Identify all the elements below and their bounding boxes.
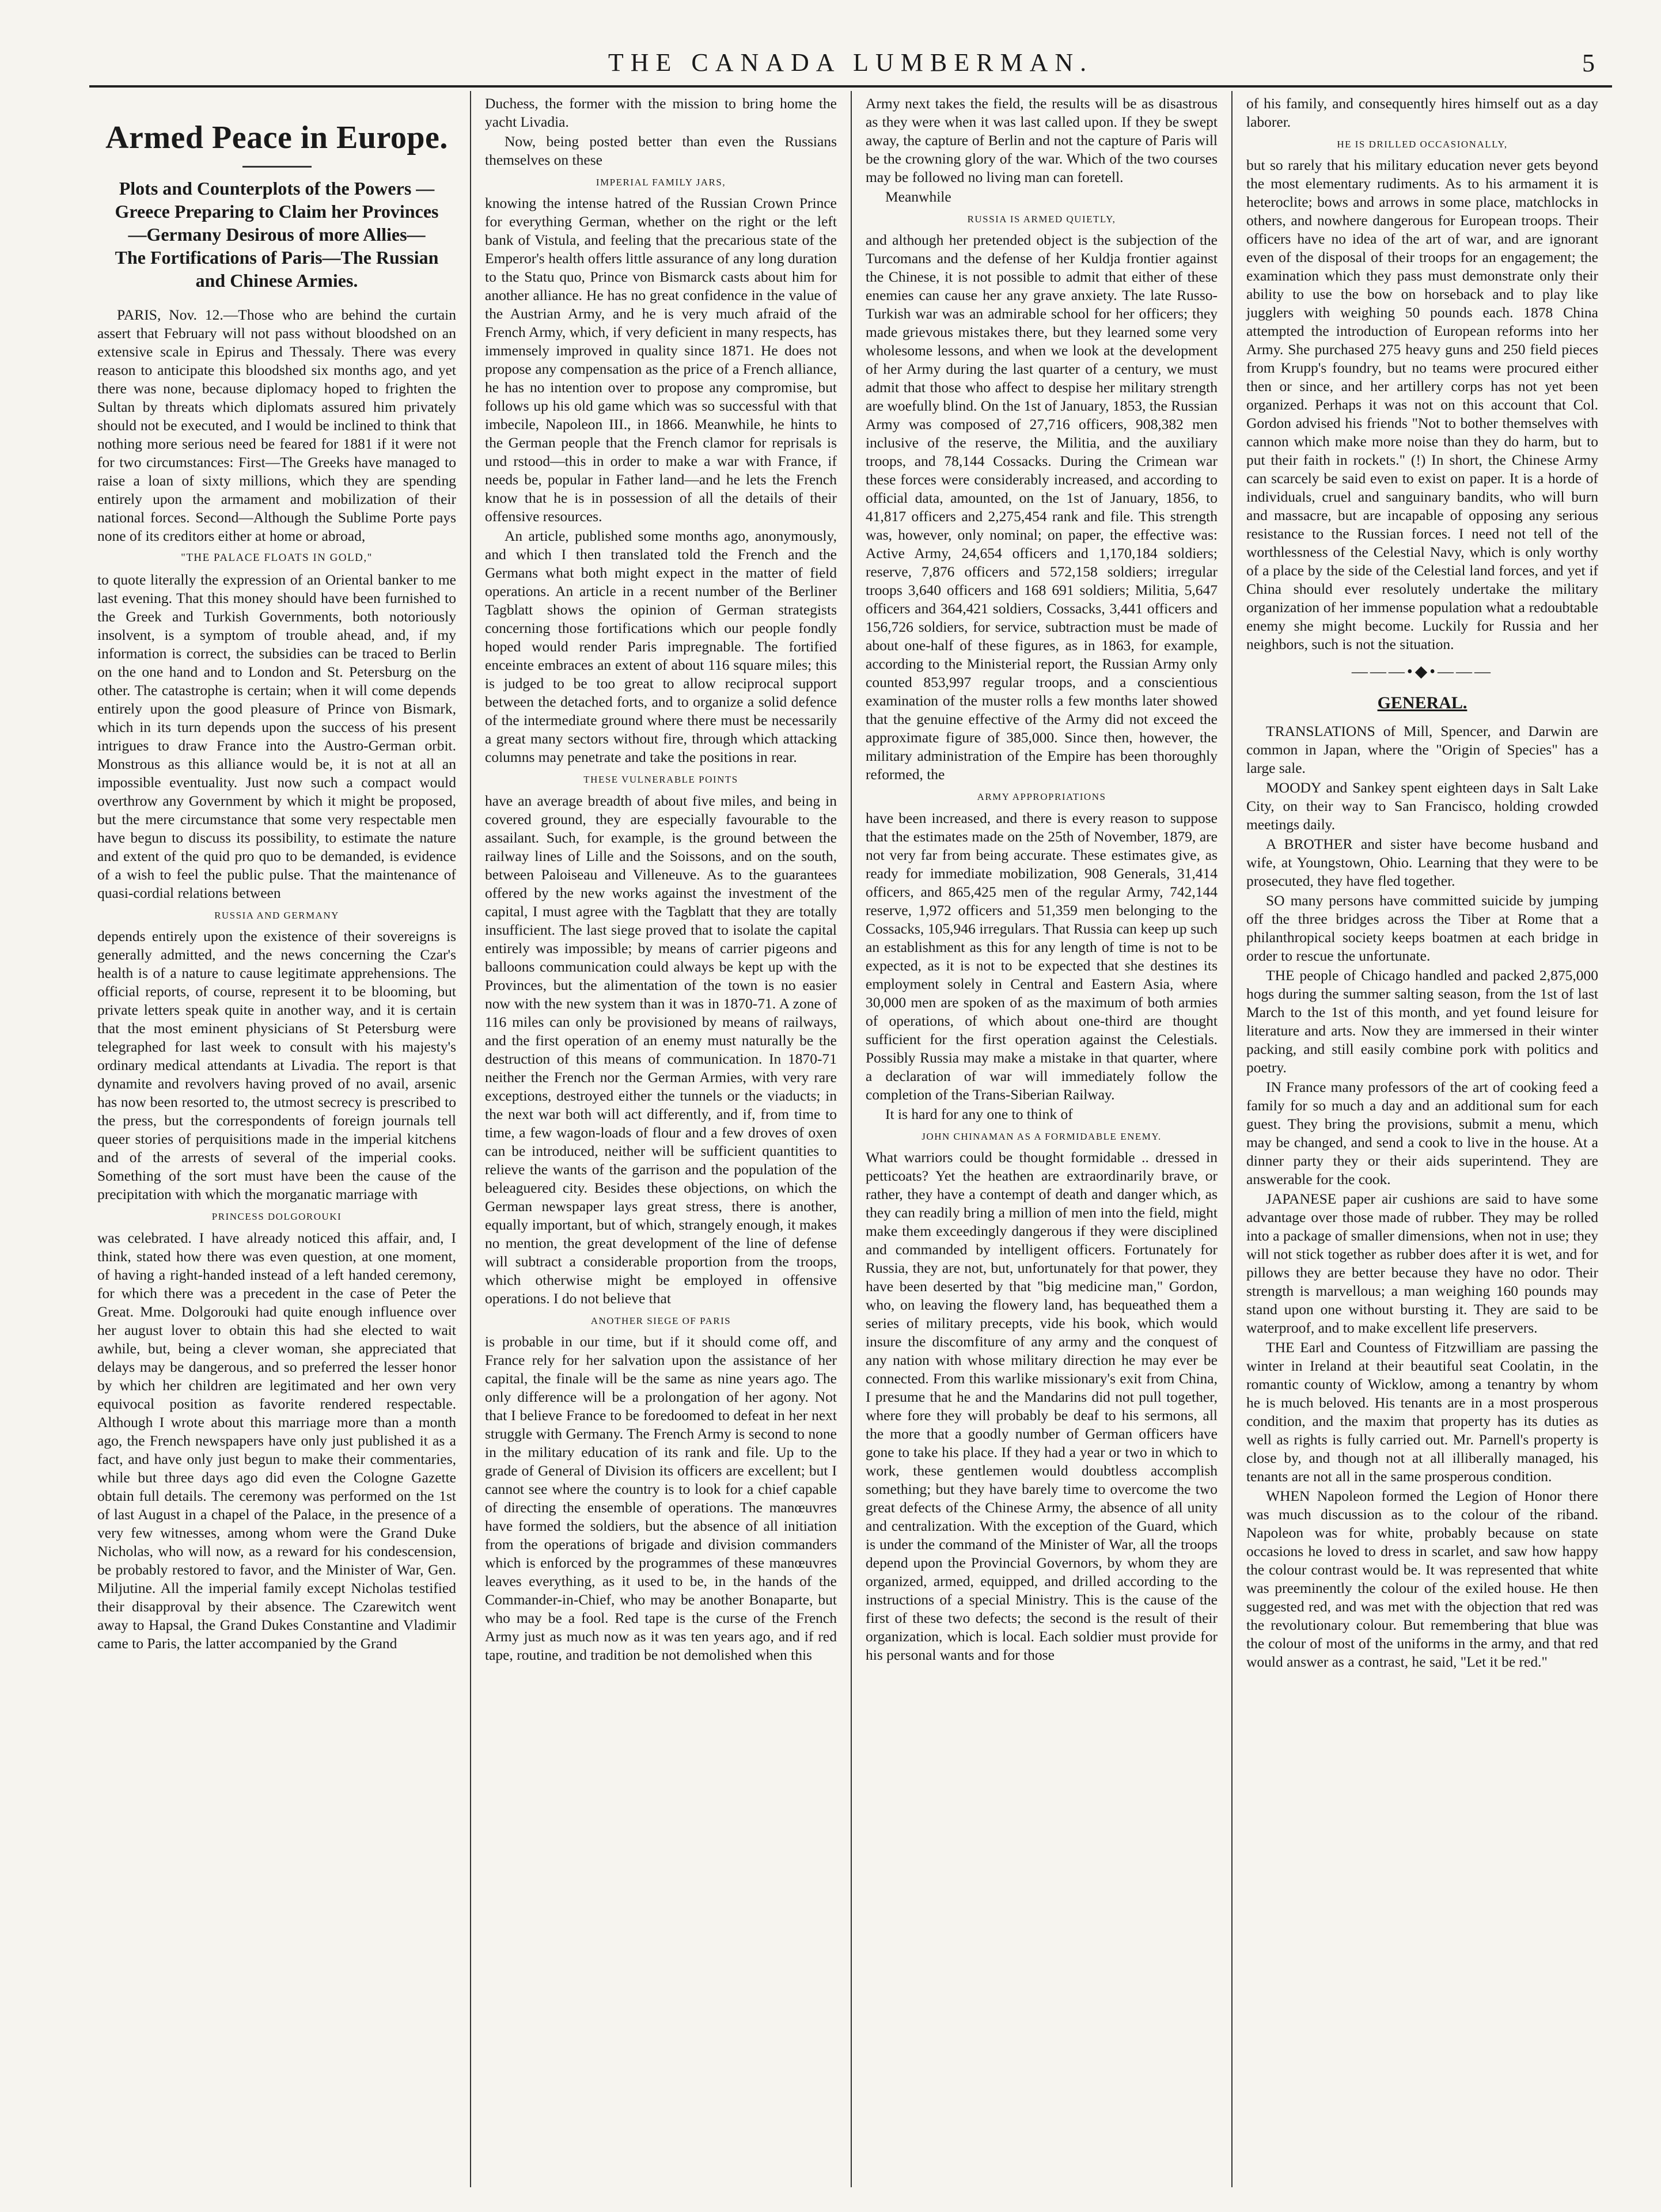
paragraph: PARIS, Nov. 12.—Those who are behind the curtain assert that February will not pass without bloodshed on an extensive scale in Epirus and Thessaly. There was every reason to anticipate this bloodshed six months ago, and yet there was none, because diplomacy hoped to frighten the Sultan by threats which diplomats assured him privately should not be executed, and I would be inclined to think that nothing more serious need be feared for 1881 if it were not for two circumstances: First—The Greeks have managed to raise a loan of sixty millions, which they are spending entirely upon the armament and mobilization of their national forces. Second—Although the Sublime Porte pays none of its creditors either at home or abroad, <box>97 306 456 545</box>
subheadline: Plots and Counterplots of the Powers —Greece Preparing to Claim her Provinces—Germany Desirous of more Allies—The Fortifications of Paris—The Russian and Chinese Armies. <box>115 178 439 291</box>
paragraph: but so rarely that his military education never gets beyond the most elementary rudiments. As to his armament it is heteroclite; bows and arrows in some place, matchlocks in others, and nowhere dangerous for European troops. Their officers have no idea of the art of war, and are ignorant even of the disposal of their troops for an engagement; the examination which they pass must demonstrate only their ability to use the bow on horseback and to play like jugglers with weighing 50 pounds each. 1878 China attempted the introduction of European reforms into her Army. She purchased 275 heavy guns and 250 field pieces from Krupp's foundry, but no teams were procured either then or since, and her artillery corps has not yet been organized. Perhaps it was not on this account that Col. Gordon advised his friends "Not to bother themselves with cannon which make more noise than they do harm, but to put their faith in rockets." (!) In short, the Chinese Army can scarcely be said even to exist on paper. It is a horde of individuals, cruel and sanguinary bandits, who will burn and massacre, but are incapable of opposing any serious resistance to the Russian forces. I need not tell of the worthlessness of the Celestial Navy, which is only worthy of a place by the side of the Celestial land forces, and yet if China should ever resolutely undertake the military organization of her immense population what a redoubtable enemy she might become. Luckily for Russia and her neighbors, such is not the situation. <box>1246 157 1598 653</box>
paragraph: Duchess, the former with the mission to bring home the yacht Livadia. <box>485 95 837 130</box>
paragraph: is probable in our time, but if it should come off, and France rely for her salvation upon the assistance of her capital, the finale will be the same as nine years ago. The only difference will be a prolongation of her agony. Not that I believe France to be foredoomed to defeat in her next struggle with Germany. The French Army is second to none in the military education of its rank and file. Up to the grade of General of Division its officers are excellent; but I cannot see where the country is to look for a chief capable of directing the ensemble of operations. The manœuvres have formed the soldiers, but the absence of all initiation from the operations of brigade and division commanders which is enforced by the programmes of these manœuvres leaves everything, as it used to be, in the hands of the Commander-in-Chief, who may be another Bonaparte, but who may be a fool. Red tape is the curse of the French Army just as much now as it was ten years ago, and if red tape, routine, and tradition be not demolished when this <box>485 1333 837 1663</box>
news-item: MOODY and Sankey spent eighteen days in Salt Lake City, on their way to San Francisco, holding crowded meetings daily. <box>1246 779 1598 833</box>
section-heading: "THE PALACE FLOATS IN GOLD," <box>181 552 373 564</box>
section-heading: RUSSIA AND GERMANY <box>214 910 339 921</box>
news-item: IN France many professors of the art of cooking feed a family for so much a day and an additional sum for each guest. They bring the provisions, submit a menu, which may be changed, and send a cook to live in the house. At a dinner party they or their aids superintend. They are answerable for the cook. <box>1246 1079 1598 1188</box>
paragraph: of his family, and consequently hires himself out as a day laborer. <box>1246 95 1598 130</box>
column-1 <box>89 91 470 2187</box>
column-4 <box>1231 91 1612 2187</box>
column-2 <box>470 91 851 2187</box>
column-3 <box>851 91 1231 2187</box>
news-item: THE Earl and Countess of Fitzwilliam are passing the winter in Ireland at their beautiful seat Coolatin, in the romantic county of Wicklow, among a tenantry by whom he is much beloved. His tenants are in a most prosperous condition, and the maxim that property has its duties as well as rights is fully carried out. Mr. Parnell's property is close by, and though not at all illiberally managed, his tenants are not all in the same prosperous condition. <box>1246 1339 1598 1485</box>
section-heading: PRINCESS DOLGOROUKI <box>211 1211 342 1223</box>
section-heading: JOHN CHINAMAN AS A FORMIDABLE ENEMY. <box>921 1130 1162 1142</box>
news-item: TRANSLATIONS of Mill, Spencer, and Darwin are common in Japan, where the "Origin of Species" has a large sale. <box>1246 723 1598 777</box>
news-item: WHEN Napoleon formed the Legion of Honor there was much discussion as to the colour of the riband. Napoleon was for white, probably because on state occasions he loved to dress in scarlet, and saw how happy the colour contrast would be. It was represented that white was preeminently the colour of the exiled house. He then suggested red, and was met with the objection that red was the revolutionary colour. But remembering that blue was the colour of most of the uniforms in the army, and that red would answer as a contrast, he said, "Let it be red." <box>1246 1488 1598 1671</box>
section-heading: THESE VULNERABLE POINTS <box>583 774 738 786</box>
paragraph: An article, published some months ago, anonymously, and which I then translated told the French and the Germans what both might expect in the matter of field operations. An article in a recent number of the Berliner Tagblatt shows the opinion of German strategists concerning those fortifications which our people fondly hoped would render Paris impregnable. The fortified enceinte embraces an extent of about 116 square miles; this is judged to be too great to allow reciprocal support between the detached forts, and to organize a solid defence of the intermediate ground where there must be necessarily a great many sectors without fire, through which attacking columns may penetrate and take the positions in rear. <box>485 528 837 766</box>
page-number: 5 <box>1582 49 1595 77</box>
general-heading: GENERAL. <box>1377 693 1467 713</box>
columns <box>89 91 1612 2187</box>
paragraph: What warriors could be thought formidable .. dressed in petticoats? Yet the heathen are extraordinarily brave, or rather, they have a contempt of death and danger which, as they can readily bring a million of men into the field, might make them exceedingly dangerous if they were disciplined and commanded by intelligent officers. Fortunately for Russia, they are not, but, unfortunately for that power, they have been deserted by that "big medicine man," Gordon, who, on leaving the flowery land, has bequeathed them a series of military precepts, vide his book, which would insure the discomfiture of any army and the conquest of any nation with whose military direction he may ever be connected. From this warlike missionary's exit from China, I presume that he and the Mandarins did not pull together, where fore they will probably be deaf to his sermons, all the more that a goodly number of German officers have gone to take his place. If they had a year or two in which to work, these gentlemen would doubtless accomplish something; but they have barely time to overcome the two great defects of the Chinese Army, the absence of all unity and centralization. With the exception of the Guard, which is under the command of the Minister of War, all the troops depend upon the Provincial Governors, by whom they are organized, armed, equipped, and drilled according to the instructions of a special Ministry. This is the cause of the first of these two defects; the second is the result of their organization, which is local. Each soldier must provide for his personal wants and for those <box>866 1148 1218 1663</box>
paragraph: have an average breadth of about five miles, and being in covered ground, they are especially favourable to the assailant. Such, for example, is the ground between the railway lines of Lille and the Soissons, and on the south, between Paloiseau and Villeneuve. As to the guarantees offered by the new works against the investment of the capital, I must agree with the Tagblatt that they are totally insufficient. The last siege proved that to isolate the capital entirely was impossible; by means of carrier pigeons and balloons communication could always be kept up with the Provinces, but the alimentation of the town is no easier now with the new system than it was in 1870-71. A zone of 116 miles can only be provisioned by means of railways, and the first operation of an enemy must naturally be the destruction of this means of communication. In 1870-71 neither the French nor the German Armies, with very rare exceptions, destroyed either the tunnels or the viaducts; in the next war both will act differently, and if, from time to time, a few wagon-loads of flour and a few droves of oxen can be introduced, neither will be sufficient quantities to relieve the wants of the garrison and the population of the beleaguered city. Besides these objections, on which the German newspaper lays great stress, there is another, equally important, but of which, strangely enough, it makes no mention, the great development of the line of defense will subtract a considerable proportion from the troops, which otherwise might be employed in offensive operations. I do not believe that <box>485 792 837 1307</box>
section-heading: IMPERIAL FAMILY JARS, <box>596 177 726 188</box>
paragraph: Meanwhile <box>885 188 951 205</box>
section-heading: HE IS DRILLED OCCASIONALLY, <box>1337 139 1508 150</box>
paragraph: Army next takes the field, the results will be as disastrous as they were when it was last called upon. If they be swept away, the capture of Berlin and not the capture of Paris will be the crowning glory of the war. Which of the two courses may be followed no living man can foretell. <box>866 95 1218 185</box>
paragraph: have been increased, and there is every reason to suppose that the estimates made on the 25th of November, 1879, are not very far from being accurate. These estimates give, as ready for immediate mobilization, 908 Generals, 31,414 officers, and 865,425 men of the regular Army, 742,144 reserve, 1,972 officers and 51,359 men belonging to the Cossacks, 105,946 irregulars. That Russia can keep up such an establishment as this for any length of time is not to be expected, as it is not to be expected that she destines its employment solely in Central and Eastern Asia, where 30,000 men are spoken of as the maximum of both armies of operations, of which about one-third are thought sufficient for the first operation against the Celestials. Possibly Russia may make a mistake in that quarter, where a declaration of war will immediately follow the completion of the Trans-Siberian Railway. <box>866 809 1218 1103</box>
news-item: JAPANESE paper air cushions are said to have some advantage over those made of rubber. They may be rolled into a package of smaller dimensions, when not in use; they will not stick together as rubber does after it is wet, and for pillows they are better because they have no odor. Their strength is marvellous; a man weighing 160 pounds may stand upon one without bursting it. They are said to be waterproof, and to make excellent life preservers. <box>1246 1190 1598 1337</box>
paragraph: and although her pretended object is the subjection of the Turcomans and the defense of her Kuldja frontier against the Chinese, it is not possible to admit that either of these enemies can cause her any grave anxiety. The late Russo-Turkish war was an admirable school for her officers; they made grievous mistakes there, but they learned some very wholesome lessons, and when we look at the development of her Army during the last quarter of a century, we must admit that those who affect to despise her military strength are woefully blind. On the 1st of January, 1853, the Russian Army was composed of 27,716 officers, 908,382 men inclusive of the reserve, the Militia, and the auxiliary troops, and 78,144 Cossacks. During the Crimean war these forces were considerably increased, and according to official data, amounted, on the 1st of January, 1856, to 41,817 officers and 2,275,454 rank and file. This strength was, however, only nominal; on paper, the effective was: Active Army, 24,654 officers and 1,170,184 soldiers; reserve, 7,876 officers and 572,158 soldiers; irregular troops 3,640 officers and 168 691 soldiers; Militia, 5,647 officers and 364,421 soldiers, Cossacks, 3,441 officers and 156,726 soldiers, for service, subtraction must be made of about one-half of these figures, as in 1863, for example, according to the Ministerial report, the Russian Army only counted 853,997 regular troops, and a conscientious examination of the muster rolls a few months later showed that the genuine effective of the Army did not exceed the approximate figure of 385,000. Since then, however, the military administration of the Empire has been thoroughly reformed, the <box>866 232 1218 783</box>
masthead <box>89 45 1612 79</box>
news-item: THE people of Chicago handled and packed 2,875,000 hogs during the summer salting season, from the 1st of last March to the 1st of this month, and yet found leisure for literature and arts. Now they are immersed in their winter packing, and still easily combine pork with politics and poetry. <box>1246 967 1598 1076</box>
headline: Armed Peace in Europe. <box>105 120 448 155</box>
paragraph: was celebrated. I have already noticed this affair, and, I think, stated how there was even question, at one moment, of having a right-handed instead of a left handed ceremony, for which there was a precedent in the case of Peter the Great. Mme. Dolgorouki had quite enough influence over her august lover to obtain this had she elected to wait awhile, but, being a clever woman, she appreciated that delays may be dangerous, and so preferred the lesser honor by which her children are legitimated and her own very equivocal position as favorite rendered respectable. Although I wrote about this marriage more than a month ago, the French newspapers have only just published it as a fact, and have only just begun to make their commentaries, while but three days ago did even the Cologne Gazette obtain full details. The ceremony was performed on the 1st of last August in a chapel of the Palace, in the presence of a very few witnesses, among whom were the Grand Duke Nicholas, who will now, as a reward for his condescension, be probably restored to favor, and the Minister of War, Gen. Miljutine. All the imperial family except Nicholas testified their disapproval by their absence. The Czarewitch went away to Hapsal, the Grand Dukes Constantine and Vladimir came to Paris, the latter accompanied by the Grand <box>97 1229 456 1652</box>
section-heading: RUSSIA IS ARMED QUIETLY, <box>967 214 1116 225</box>
section-heading: ANOTHER SIEGE OF PARIS <box>590 1315 731 1326</box>
news-item: A BROTHER and sister have become husband and wife, at Youngstown, Ohio. Learning that they were to be prosecuted, they have fled together. <box>1246 836 1598 890</box>
divider <box>242 166 312 168</box>
paragraph: to quote literally the expression of an Oriental banker to me last evening. That this money should have been furnished to the Greek and Turkish Governments, both notoriously insolvent, is a symptom of trouble ahead, and, if my information is correct, the subsidies can be traced to Berlin on the one hand and to London and St. Petersburg on the other. The catastrophe is certain; when it will come depends entirely upon the good pleasure of Prince von Bismark, which in its turn depends upon the success of his present intrigues to draw France into the Austro-German orbit. Monstrous as this alliance would be, it is not at all an impossible eventuality. Just now such a compact would overthrow any Government by which it might be proposed, but the mere circumstance that some very respectable men have begun to discuss its possibility, to estimate the nature and extent of the quid pro quo to be demanded, is evidence of a wish to feel the public pulse. That the maintenance of quasi-cordial relations between <box>97 571 456 902</box>
paragraph: It is hard for any one to think of <box>885 1105 1073 1122</box>
newspaper-title: THE CANADA LUMBERMAN. <box>608 48 1094 77</box>
masthead-rule <box>89 85 1612 88</box>
paragraph: depends entirely upon the existence of their sovereigns is generally admitted, and the news concerning the Czar's health is of a nature to cause legitimate apprehensions. The official reports, of course, represent it to be blooming, but private letters speak quite in another way, and it is certain that the most eminent physicians of St Petersburg were telegraphed for last week to consult with his majesty's ordinary medical attendants at Livadia. The report is that dynamite and revolvers having proved of no avail, arsenic has now been resorted to, the utmost secrecy is prescribed to the press, but the correspondents of foreign journals tell queer stories of perquisitions made in the imperial kitchens and of the arrests of several of the imperial cooks. Something of the sort must have been the cause of the precipitation with which the morganatic marriage with <box>97 928 456 1203</box>
paragraph: Now, being posted better than even the Russians themselves on these <box>485 133 837 168</box>
paragraph: knowing the intense hatred of the Russian Crown Prince for everything German, whether on the right or the left bank of Vistula, and feeling that the precarious state of the Emperor's health offers little assurance of any long duration to the Statu quo, Prince von Bismarck casts about him for another alliance. He has no great confidence in the value of the Austrian Army, and he is very much afraid of the French Army, which, if very deficient in many respects, has immensely improved in quality since 1871. He does not propose any compensation as the price of a French alliance, he has no intention over to propose any compromise, but follows up his old game which was so successful with that imbecile, Napoleon III., in 1866. Meanwhile, he hints to the German people that the French clamor for reprisals is und rstood—this in order to make a war with France, if needs be, popular in Father land—and he lets the French know that he is in possession of all the details of their offensive resources. <box>485 195 837 525</box>
section-heading: ARMY APPROPRIATIONS <box>977 791 1106 803</box>
news-item: SO many persons have committed suicide by jumping off the three bridges across the Tiber at Rome that a philanthropical society keeps boatmen at each bridge in order to rescue the unfortunate. <box>1246 892 1598 965</box>
ornament-divider: ———•◆•——— <box>1351 663 1493 681</box>
